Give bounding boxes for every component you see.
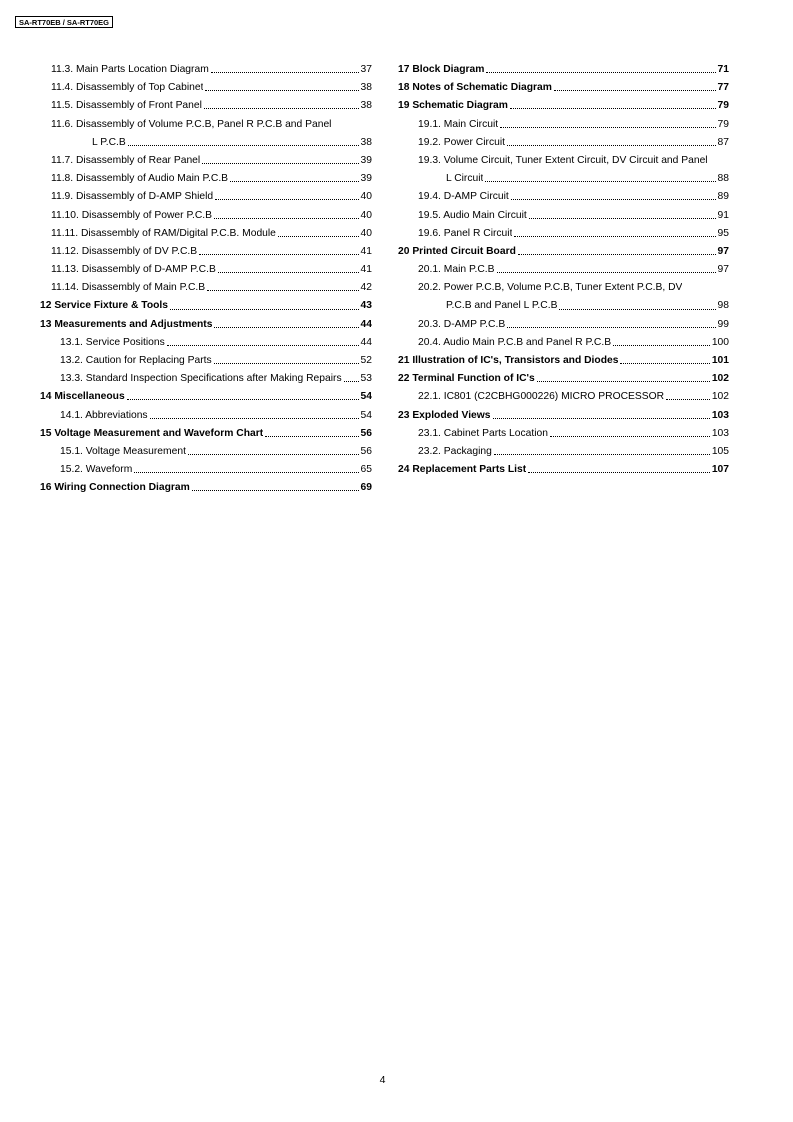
toc-entry[interactable]: [40, 243, 372, 261]
toc-entry-title: 15 Voltage Measurement and Waveform Chart: [40, 427, 264, 439]
toc-entry-page: 77: [717, 82, 729, 94]
toc-entry-page: 105: [711, 445, 729, 457]
dot-leader: [278, 235, 359, 237]
toc-entry-page: 103: [711, 427, 729, 439]
toc-entry[interactable]: [40, 134, 372, 152]
dot-leader: [128, 144, 359, 146]
toc-entry-page: 40: [360, 191, 372, 203]
model-label: SA-RT70EB / SA-RT70EG: [15, 16, 113, 28]
toc-entry[interactable]: [398, 443, 729, 461]
toc-entry[interactable]: [398, 352, 729, 370]
toc-entry-page: 41: [360, 264, 372, 276]
dot-leader: [554, 89, 716, 91]
toc-entry[interactable]: [398, 425, 729, 443]
toc-entry-title: 24 Replacement Parts List: [398, 464, 527, 476]
toc-entry[interactable]: [40, 388, 372, 406]
dot-leader: [202, 162, 358, 164]
toc-entry-title: 18 Notes of Schematic Diagram: [398, 82, 552, 94]
toc-entry-title: 20.1. Main P.C.B: [418, 264, 495, 276]
toc-entry-page: 79: [717, 118, 729, 130]
dot-leader: [211, 71, 359, 73]
toc-entry-title: 19.3. Volume Circuit, Tuner Extent Circuit, DV Circuit and Panel: [418, 154, 708, 166]
dot-leader: [666, 398, 710, 400]
dot-leader: [207, 289, 358, 291]
toc-entry-page: 101: [711, 355, 729, 366]
toc-entry[interactable]: [398, 225, 729, 243]
toc-entry-title: 11.9. Disassembly of D-AMP Shield: [51, 191, 214, 203]
toc-entry-title: 21 Illustration of IC's, Transistors and Diodes: [398, 355, 619, 366]
toc-entry-page: 38: [360, 82, 372, 94]
toc-entry[interactable]: [40, 207, 372, 225]
toc-entry[interactable]: [40, 352, 372, 370]
dot-leader: [214, 217, 359, 219]
toc-entry-title: P.C.B and Panel L P.C.B: [446, 300, 558, 312]
dot-leader: [497, 271, 716, 273]
toc-entry-title: 20.4. Audio Main P.C.B and Panel R P.C.B: [418, 336, 612, 348]
toc-entry-title: 20 Printed Circuit Board: [398, 245, 516, 257]
toc-entry-page: 44: [360, 336, 372, 348]
toc-entry-title: 19.1. Main Circuit: [418, 118, 499, 130]
toc-entry-title: L Circuit: [446, 173, 484, 185]
toc-entry-page: 40: [360, 209, 372, 221]
toc-entry-title: 23.2. Packaging: [418, 445, 492, 457]
dot-leader: [218, 271, 359, 273]
dot-leader: [150, 417, 359, 419]
dot-leader: [167, 344, 359, 346]
toc-entry-page: 97: [717, 264, 729, 276]
dot-leader: [230, 180, 358, 182]
toc-entry[interactable]: [40, 407, 372, 425]
toc-entry-page: 44: [360, 318, 372, 330]
toc-entry-title: 11.4. Disassembly of Top Cabinet: [51, 82, 204, 94]
toc-entry-title: 19.2. Power Circuit: [418, 136, 505, 148]
toc-entry-page: 69: [360, 482, 372, 494]
toc-entry-page: 37: [360, 64, 372, 75]
toc-entry-page: 54: [360, 409, 372, 421]
toc-entry-title: 13.1. Service Positions: [60, 336, 165, 348]
dot-leader: [205, 89, 358, 91]
dot-leader: [265, 435, 358, 437]
dot-leader: [550, 435, 710, 437]
dot-leader: [127, 398, 359, 400]
dot-leader: [170, 308, 359, 310]
toc-entry-title: 11.13. Disassembly of D-AMP P.C.B: [51, 264, 216, 276]
toc-entry-title: 11.10. Disassembly of Power P.C.B: [51, 209, 213, 221]
dot-leader: [204, 107, 359, 109]
toc-entry-page: 39: [360, 154, 372, 166]
toc-entry-title: 13.3. Standard Inspection Specifications after Making Repairs: [60, 373, 342, 385]
dot-leader: [507, 326, 715, 328]
toc-entry-title: 11.7. Disassembly of Rear Panel: [51, 154, 201, 166]
toc-entry[interactable]: [398, 316, 729, 334]
toc-entry-page: 40: [360, 227, 372, 239]
toc-entry[interactable]: [398, 116, 729, 134]
dot-leader: [537, 380, 710, 382]
toc-entry-page: 91: [717, 209, 729, 221]
toc-entry-title: 13.2. Caution for Replacing Parts: [60, 355, 212, 366]
toc-entry[interactable]: [40, 170, 372, 188]
dot-leader: [214, 362, 359, 364]
toc-entry[interactable]: [398, 134, 729, 152]
toc-entry-title: 11.5. Disassembly of Front Panel: [51, 100, 202, 112]
toc-right-column: [398, 61, 729, 479]
toc-entry[interactable]: [398, 61, 729, 79]
dot-leader: [494, 453, 710, 455]
toc-entry[interactable]: [40, 79, 372, 97]
toc-entry-title: 16 Wiring Connection Diagram: [40, 482, 190, 494]
toc-entry[interactable]: [40, 334, 372, 352]
dot-leader: [134, 471, 358, 473]
toc-entry[interactable]: [398, 388, 729, 406]
toc-entry-page: 53: [360, 373, 372, 385]
toc-entry[interactable]: [40, 443, 372, 461]
toc-entry-page: 95: [717, 227, 729, 239]
toc-entry[interactable]: [398, 188, 729, 206]
toc-entry[interactable]: [40, 425, 372, 443]
page-number: 4: [379, 1074, 386, 1086]
dot-leader: [510, 107, 716, 109]
toc-entry[interactable]: [398, 97, 729, 115]
toc-entry-title: 20.3. D-AMP P.C.B: [418, 318, 506, 330]
toc-entry[interactable]: [398, 279, 729, 297]
toc-entry[interactable]: [398, 152, 729, 170]
dot-leader: [518, 253, 716, 255]
toc-entry-title: L P.C.B: [92, 136, 126, 148]
dot-leader: [507, 144, 716, 146]
toc-entry[interactable]: [398, 79, 729, 97]
dot-leader: [511, 198, 716, 200]
toc-entry-page: 88: [717, 173, 729, 185]
toc-entry[interactable]: [40, 461, 372, 479]
toc-entry-page: 52: [360, 355, 372, 366]
toc-entry-title: 19 Schematic Diagram: [398, 100, 508, 112]
dot-leader: [493, 417, 710, 419]
toc-entry[interactable]: [398, 407, 729, 425]
toc-entry-page: 87: [717, 136, 729, 148]
toc-entry-title: 12 Service Fixture & Tools: [40, 300, 168, 312]
toc-entry-page: 99: [717, 318, 729, 330]
toc-entry-title: 13 Measurements and Adjustments: [40, 318, 213, 330]
toc-entry-page: 100: [711, 336, 729, 348]
toc-entry-page: 98: [717, 300, 729, 312]
toc-entry-page: 65: [360, 464, 372, 476]
toc-entry-title: 15.2. Waveform: [60, 464, 133, 476]
toc-entry[interactable]: [40, 297, 372, 315]
toc-entry-page: 41: [360, 245, 372, 257]
dot-leader: [514, 235, 715, 237]
dot-leader: [214, 326, 358, 328]
toc-entry-title: 14.1. Abbreviations: [60, 409, 148, 421]
dot-leader: [529, 217, 716, 219]
toc-entry-page: 42: [360, 282, 372, 294]
toc-entry-title: 11.14. Disassembly of Main P.C.B: [51, 282, 206, 294]
toc-entry[interactable]: [398, 243, 729, 261]
toc-left-column: [40, 61, 372, 498]
toc-entry-page: 97: [717, 245, 729, 257]
toc-entry-page: 79: [717, 100, 729, 112]
toc-entry[interactable]: [40, 61, 372, 79]
toc-entry-page: 102: [711, 373, 729, 385]
toc-entry-title: 19.4. D-AMP Circuit: [418, 191, 509, 203]
toc-entry[interactable]: [398, 297, 729, 315]
toc-entry[interactable]: [40, 116, 372, 134]
toc-entry[interactable]: [40, 479, 372, 497]
dot-leader: [559, 308, 715, 310]
dot-leader: [188, 453, 359, 455]
dot-leader: [613, 344, 710, 346]
toc-entry[interactable]: [40, 188, 372, 206]
toc-entry[interactable]: [398, 370, 729, 388]
toc-entry[interactable]: [398, 207, 729, 225]
dot-leader: [344, 380, 359, 382]
toc-entry[interactable]: [398, 261, 729, 279]
toc-entry-page: 43: [360, 300, 372, 312]
toc-entry-page: 56: [360, 427, 372, 439]
toc-entry-title: 11.11. Disassembly of RAM/Digital P.C.B. Module: [51, 227, 276, 239]
toc-entry[interactable]: [398, 170, 729, 188]
dot-leader: [485, 180, 715, 182]
toc-entry-title: 11.6. Disassembly of Volume P.C.B, Panel R P.C.B and Panel: [51, 118, 332, 130]
dot-leader: [500, 126, 715, 128]
toc-entry-title: 11.8. Disassembly of Audio Main P.C.B: [51, 173, 229, 185]
toc-entry-title: 20.2. Power P.C.B, Volume P.C.B, Tuner Extent P.C.B, DV: [418, 282, 683, 294]
dot-leader: [215, 198, 358, 200]
toc-entry-page: 38: [360, 136, 372, 148]
toc-entry[interactable]: [40, 225, 372, 243]
toc-entry-page: 39: [360, 173, 372, 185]
toc-entry-page: 102: [711, 391, 729, 403]
toc-entry-title: 17 Block Diagram: [398, 64, 485, 75]
toc-entry[interactable]: [398, 334, 729, 352]
toc-entry-title: 23.1. Cabinet Parts Location: [418, 427, 548, 439]
toc-entry[interactable]: [398, 461, 729, 479]
toc-entry[interactable]: [40, 316, 372, 334]
dot-leader: [192, 489, 359, 491]
dot-leader: [486, 71, 715, 73]
toc-entry-page: 89: [717, 191, 729, 203]
toc-entry-title: 19.5. Audio Main Circuit: [418, 209, 527, 221]
toc-entry[interactable]: [40, 261, 372, 279]
toc-entry[interactable]: [40, 279, 372, 297]
toc-entry-page: 54: [360, 391, 372, 403]
dot-leader: [620, 362, 709, 364]
toc-entry-page: 71: [717, 64, 729, 75]
toc-entry-title: 15.1. Voltage Measurement: [60, 445, 186, 457]
toc-entry-title: 11.12. Disassembly of DV P.C.B: [51, 245, 198, 257]
toc-entry[interactable]: [40, 370, 372, 388]
toc-entry-title: 22 Terminal Function of IC's: [398, 373, 535, 385]
dot-leader: [199, 253, 358, 255]
toc-entry-title: 11.3. Main Parts Location Diagram: [51, 64, 209, 75]
toc-entry-title: 23 Exploded Views: [398, 409, 491, 421]
toc-entry-title: 19.6. Panel R Circuit: [418, 227, 513, 239]
toc-entry-page: 103: [711, 409, 729, 421]
toc-entry[interactable]: [40, 97, 372, 115]
toc-entry[interactable]: [40, 152, 372, 170]
toc-entry-page: 38: [360, 100, 372, 112]
toc-entry-page: 107: [711, 464, 729, 476]
toc-entry-title: 14 Miscellaneous: [40, 391, 125, 403]
toc-entry-title: 22.1. IC801 (C2CBHG000226) MICRO PROCESSOR: [418, 391, 665, 403]
dot-leader: [528, 471, 710, 473]
toc-entry-page: 56: [360, 445, 372, 457]
